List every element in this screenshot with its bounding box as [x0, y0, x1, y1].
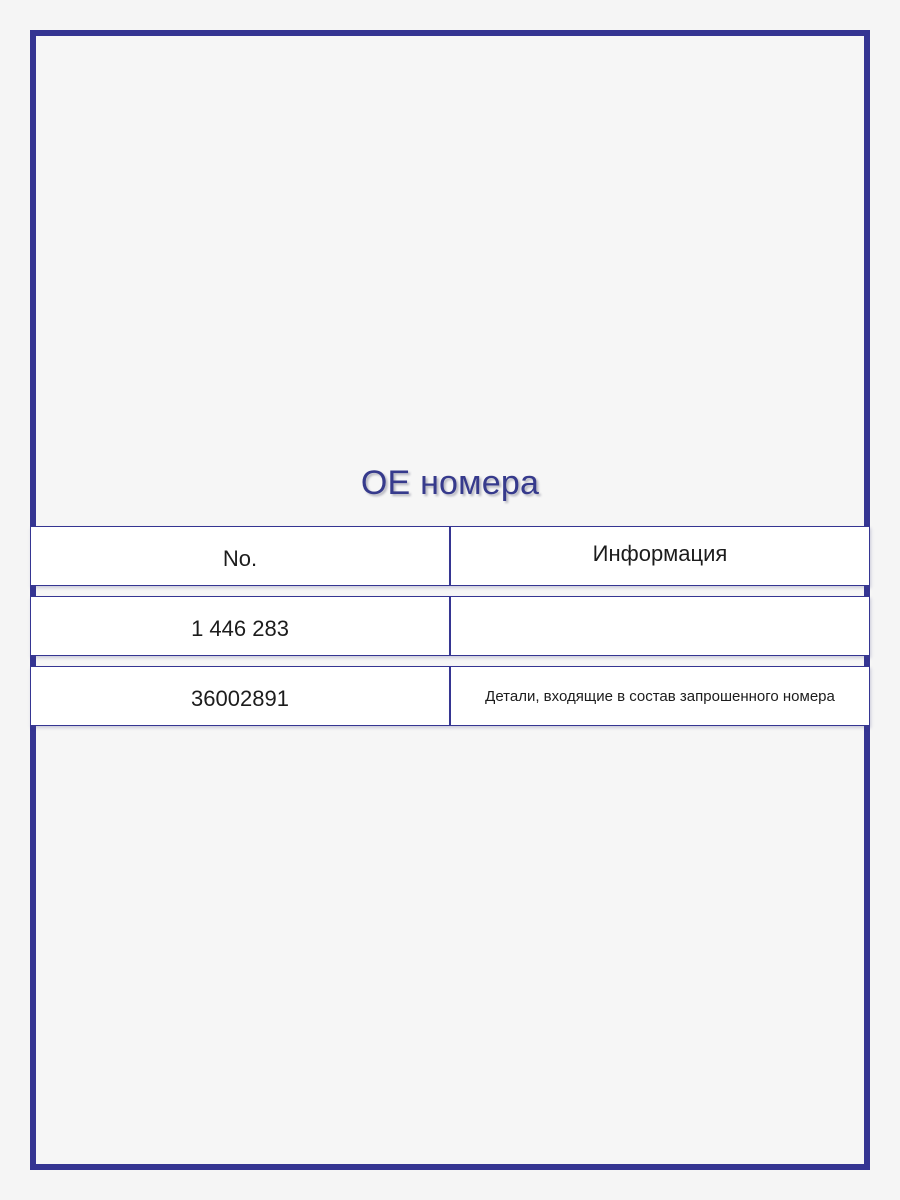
table-header-row [30, 526, 870, 586]
table-row [30, 596, 870, 656]
page-title: OE номера [360, 464, 540, 502]
header-cell-number: No. [30, 526, 450, 586]
table-row [30, 666, 870, 726]
header-cell-info: Информация [450, 526, 870, 586]
cell-oe-number: 1 446 283 [30, 596, 450, 656]
cell-info: Детали, входящие в состав запрошенного номера [450, 666, 870, 726]
cell-oe-number: 36002891 [30, 666, 450, 726]
cell-info [450, 596, 870, 656]
